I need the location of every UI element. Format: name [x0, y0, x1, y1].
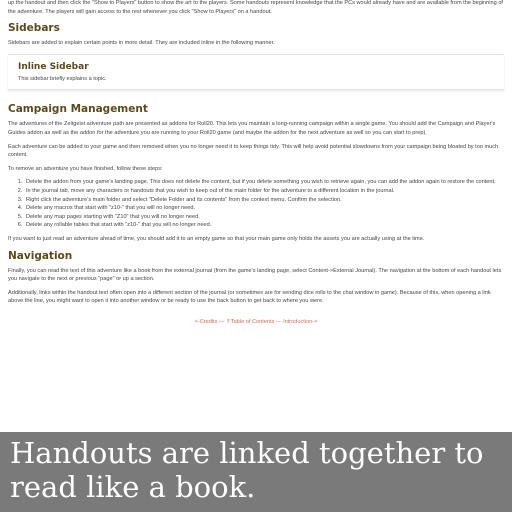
previous-link[interactable]: <-Credits [194, 318, 218, 325]
separator: — [274, 318, 284, 325]
list-item: 5. Delete any map pages starting with "Z10" that you will no longer need. [24, 213, 504, 222]
campaign-paragraph-2: Each adventure can be added to your game and then removed when you no longer need it to keep things tidy. This will help avoid potential slowdowns from your campaign being bloated by too much content. [8, 143, 499, 159]
navigation-paragraph-2: Additionally, links within the handout text often open into a different section of the journal (or sometimes are for sending dice rolls to the chat window in game). Because of this, when opening a link above the line, you might want to open it into another window or be ready to use the back button to get back to where you were. [8, 289, 491, 305]
campaign-paragraph-3: To remove an adventure you have finished, follow these steps: [8, 165, 163, 172]
list-item: 1. Delete the addon from your game's landing page. This does not delete the content, but if you delete something you wish to retrieve again, you can add the addon again to restore the content. [24, 178, 504, 187]
list-item: 4. Delete any macros that start with "z10-" that you will no longer need. [24, 204, 504, 213]
campaign-management-heading: Campaign Management [8, 103, 148, 116]
navigation-heading: Navigation [8, 249, 73, 262]
handout-navigation [8, 318, 504, 327]
sidebars-heading: Sidebars [8, 22, 60, 35]
caption-banner: Handouts are linked together to read like a book. [0, 432, 512, 512]
list-item: 3. Right click the adventure's main folder and select "Delete Folder and its contents" from the context menu. Confirm the selection. [24, 196, 504, 205]
handout-document [8, 0, 504, 326]
inline-sidebar-text: This sidebar briefly explains a topic. [18, 75, 107, 82]
navigation-paragraph-1: Finally, you can read the text of this adventure like a book from the external journal (from the game's landing page, select Content->External Journal). The navigation at the bottom of each handout lets you navigate to the next or previous "page" or up a section. [8, 267, 502, 283]
campaign-paragraph-4: If you want to just read an adventure ahead of time, you should add it to an empty game so that your main game only holds the assets you are actually using at the time. [8, 235, 425, 242]
removal-steps-list [8, 178, 504, 230]
separator: — [217, 318, 227, 325]
next-link[interactable]: Introduction-> [283, 318, 318, 325]
campaign-paragraph-1: The adventures of the Zeitgeist adventure path are presented as addons for Roll20. This lets you maintain a long-running campaign within a single game. You should add the Campaign and Player's Guides addon as well as the addon for the adventure you are running to your Roll20 game (and maybe the addon for the next adventure as well so you can start to prep). [8, 121, 496, 136]
list-item: 2. In the journal tab, move any characters or handouts that you wish to keep out of the main folder for the adventure to a different location in the journal. [24, 187, 504, 196]
intro-paragraph: up the handout and then click the "Show to Players" button to show the art to the players. Some handouts represent knowledge that the PCs would already have and are available from the beginning of the adventure. The players will gain access to the rest whenever you click "Show to Players" on a handout. [8, 0, 503, 15]
table-of-contents-link[interactable]: ⇑Table of Contents [226, 318, 275, 325]
inline-sidebar-title: Inline Sidebar [18, 61, 89, 72]
sidebars-paragraph: Sidebars are added to explain certain points in more detail. They are included inline in the following manner. [8, 40, 275, 47]
list-item: 6. Delete any rollable tables that start with "z10-" that you will no longer need. [24, 221, 504, 230]
inline-sidebar [8, 54, 504, 91]
